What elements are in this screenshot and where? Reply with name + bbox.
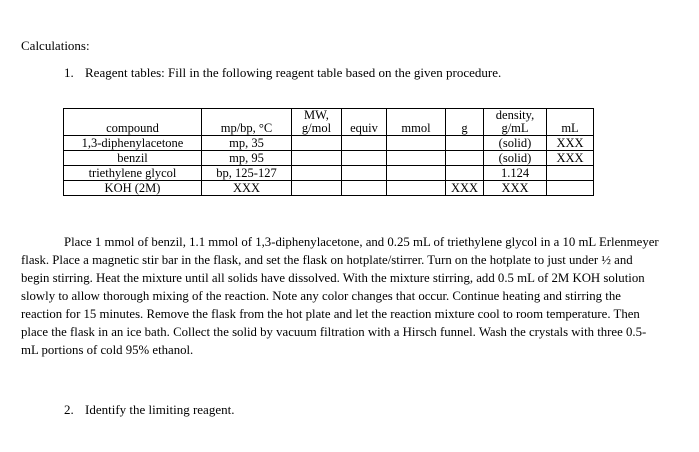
table-row bbox=[64, 181, 594, 196]
procedure-paragraph: Place 1 mmol of benzil, 1.1 mmol of 1,3-diphenylacetone, and 0.25 mL of triethylene glycol in a 10 mL Erlenmeyer flask. Place a magnetic stir bar in the flask, and set the flask on hotplate/stirrer. Turn on the hotplate to just under ½ and begin stirring. Heat the mixture until all solids have dissolved. With the mixture stirring, add 0.5 mL of 2M KOH solution slowly to allow thorough mixing of the reaction. Note any color changes that occur. Continue heating and stirring the reaction for 15 minutes. Remove the flask from the hot plate and let the reaction mixture cool to room temperature. Then place the flask in an ice bath. Collect the solid by vacuum filtration with a Hirsch funnel. Wash the crystals with three 0.5-mL portions of cold 95% ethanol. bbox=[21, 235, 659, 357]
header-g: g bbox=[446, 109, 484, 136]
cell-density: XXX bbox=[484, 181, 547, 196]
cell-mw bbox=[292, 181, 342, 196]
reagent-table bbox=[63, 108, 594, 196]
cell-mw bbox=[292, 166, 342, 181]
cell-g bbox=[446, 136, 484, 151]
table-row bbox=[64, 136, 594, 151]
header-mw-line1: MW, bbox=[304, 108, 329, 122]
question-1-text: Reagent tables: Fill in the following reagent table based on the given procedure. bbox=[85, 65, 502, 80]
header-mp-bp: mp/bp, °C bbox=[202, 109, 292, 136]
cell-density: (solid) bbox=[484, 151, 547, 166]
cell-g: XXX bbox=[446, 181, 484, 196]
cell-mp-bp: bp, 125-127 bbox=[202, 166, 292, 181]
cell-mp-bp: mp, 95 bbox=[202, 151, 292, 166]
cell-compound: triethylene glycol bbox=[64, 166, 202, 181]
cell-ml bbox=[547, 166, 594, 181]
cell-compound: KOH (2M) bbox=[64, 181, 202, 196]
header-density bbox=[484, 109, 547, 136]
header-density-line2: g/mL bbox=[501, 121, 529, 135]
section-heading: Calculations: bbox=[21, 38, 90, 53]
cell-compound: 1,3-diphenylacetone bbox=[64, 136, 202, 151]
header-compound: compound bbox=[64, 109, 202, 136]
table-row bbox=[64, 151, 594, 166]
header-equiv: equiv bbox=[342, 109, 387, 136]
header-density-line1: density, bbox=[495, 108, 535, 122]
header-mw-line2: g/mol bbox=[301, 121, 332, 135]
cell-mmol bbox=[387, 181, 446, 196]
cell-g bbox=[446, 151, 484, 166]
cell-ml: XXX bbox=[547, 136, 594, 151]
question-1 bbox=[64, 65, 501, 81]
cell-mmol bbox=[387, 151, 446, 166]
header-ml: mL bbox=[547, 109, 594, 136]
cell-ml bbox=[547, 181, 594, 196]
question-2-text: Identify the limiting reagent. bbox=[85, 402, 235, 417]
cell-mw bbox=[292, 151, 342, 166]
cell-equiv bbox=[342, 136, 387, 151]
cell-density: (solid) bbox=[484, 136, 547, 151]
cell-equiv bbox=[342, 166, 387, 181]
cell-mp-bp: mp, 35 bbox=[202, 136, 292, 151]
question-2-number: 2. bbox=[64, 402, 74, 417]
cell-mw bbox=[292, 136, 342, 151]
cell-ml: XXX bbox=[547, 151, 594, 166]
header-mw bbox=[292, 109, 342, 136]
cell-mmol bbox=[387, 166, 446, 181]
cell-g bbox=[446, 166, 484, 181]
question-2 bbox=[64, 402, 234, 418]
cell-mmol bbox=[387, 136, 446, 151]
question-1-number: 1. bbox=[64, 65, 74, 80]
cell-equiv bbox=[342, 181, 387, 196]
cell-mp-bp: XXX bbox=[202, 181, 292, 196]
cell-compound: benzil bbox=[64, 151, 202, 166]
table-row bbox=[64, 166, 594, 181]
header-mmol: mmol bbox=[387, 109, 446, 136]
cell-equiv bbox=[342, 151, 387, 166]
table-header-row bbox=[64, 109, 594, 136]
cell-density: 1.124 bbox=[484, 166, 547, 181]
